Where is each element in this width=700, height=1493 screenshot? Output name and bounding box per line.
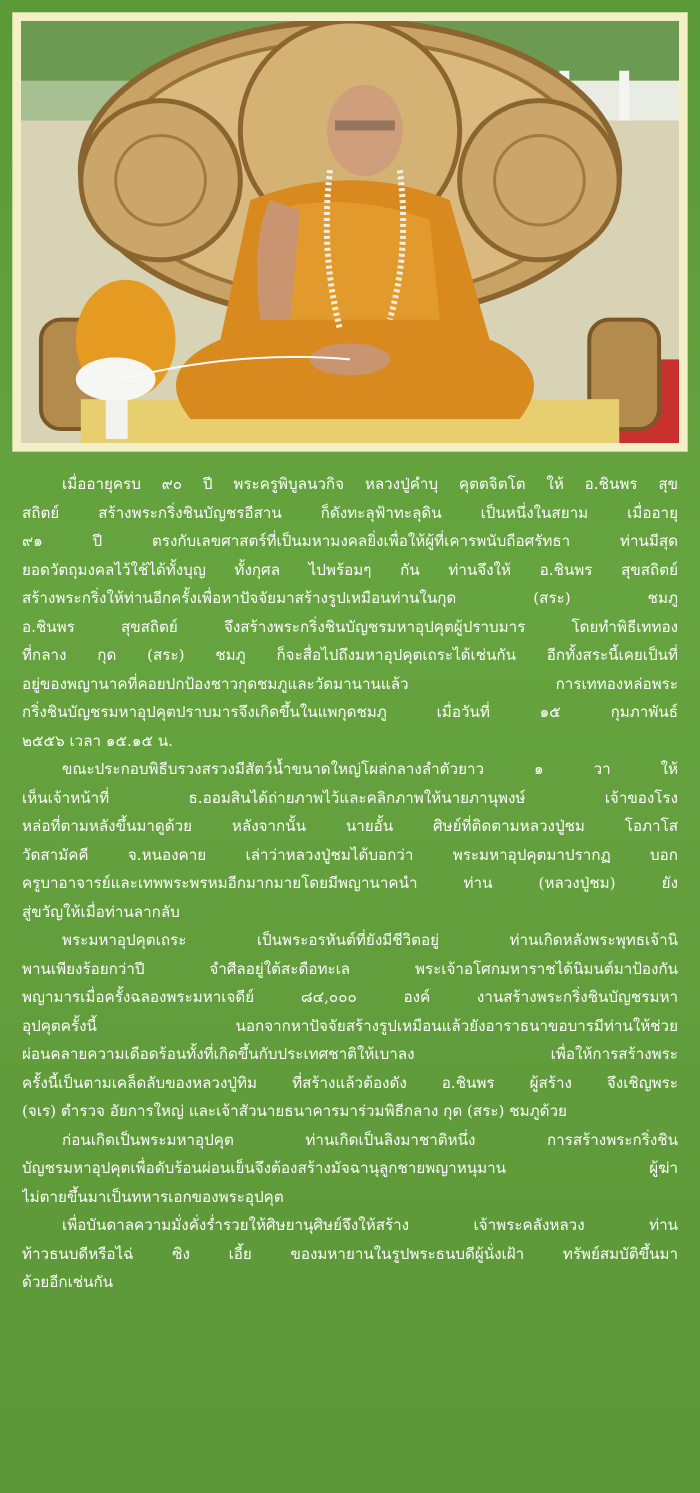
- text-line: ไม่ตายขึ้นมาเป็นทหารเอกของพระอุปคุต: [22, 1187, 284, 1206]
- text-line: บัญชรมหาอุปคุตเพื่อดับร้อนผ่อนเย็นจึงต้องสร้างมัจฉานุลูกชายพญาหนุมาน ผู้ฆ่า: [22, 1159, 678, 1177]
- text-line: พานเพียงร้อยกว่าปี จำศีลอยู่ใต้สะดือทะเล พระเจ้าอโศกมหาราชได้นิมนต์มาป้องกัน: [22, 959, 678, 978]
- text-line: เมื่ออายุครบ ๙๐ ปี พระครูพิบูลนวกิจ หลวงปู่คำบุ คุตตจิตโต ให้ อ.ชินพร สุข: [62, 475, 678, 493]
- monk-photo: [21, 21, 679, 443]
- text-line: อยู่ของพญานาคที่คอยปกป้องชาวกุดชมภูและวัดมานานแล้ว การเททองหล่อพระ: [22, 674, 678, 693]
- paragraph-2: [22, 755, 678, 926]
- text-line: ผ่อนคลายความเดือดร้อนทั้งที่เกิดขึ้นกับประเทศชาติให้เบาลง เพื่อให้การสร้างพระ: [22, 1045, 678, 1063]
- text-line: ที่กลาง กุด (สระ) ชมภู ก็จะสื่อไปถึงมหาอุปคุตเถระได้เช่นกัน อีกทั้งสระนี้เคยเป็นที่: [22, 646, 678, 664]
- text-line: สร้างพระกริ่งให้ท่านอีกครั้งเพื่อหาปัจจัยมาสร้างรูปเหมือนท่านในกุด (สระ) ชมภู: [22, 589, 678, 607]
- text-line: สู่ขวัญให้เมื่อท่านลากลับ: [22, 902, 180, 921]
- text-line: อุปคุตครั้งนี้ นอกจากหาปัจจัยสร้างรูปเหมือนแล้วยังอาราธนาขอบารมีท่านให้ช่วย: [22, 1016, 678, 1035]
- text-line: อ.ชินพร สุขสถิตย์ จึงสร้างพระกริ่งชินบัญชรมหาอุปคุตผู้ปราบมาร โดยทำพิธีเททอง: [22, 617, 678, 636]
- text-line: พญามารเมื่อครั้งฉลองพระมหาเจดีย์ ๘๔,๐๐๐ องค์ งานสร้างพระกริ่งชินบัญชรมหา: [22, 988, 678, 1006]
- text-line: สถิตย์ สร้างพระกริ่งชินบัญชรอีสาน ก็ดังทะลุฟ้าทะลุดิน เป็นหนึ่งในสยาม เมื่ออายุ: [22, 503, 678, 522]
- text-line: พระมหาอุปคุตเถระ เป็นพระอรหันต์ที่ยังมีชีวิตอยู่ ท่านเกิดหลังพระพุทธเจ้านิ: [62, 931, 678, 949]
- text-line: หล่อที่ตามหลังขึ้นมาดูด้วย หลังจากนั้น นายอั้น ศิษย์ที่ติดตามหลวงปู่ชม โอภาโส: [22, 817, 678, 835]
- article-body: [22, 470, 678, 1297]
- paragraph-5: [22, 1211, 678, 1297]
- monk-illustration: [21, 21, 679, 443]
- paragraph-4: [22, 1126, 678, 1212]
- text-line: ก่อนเกิดเป็นพระมหาอุปคุต ท่านเกิดเป็นลิงมาชาติหนึ่ง การสร้างพระกริ่งชิน: [62, 1130, 678, 1149]
- paragraph-3: [22, 926, 678, 1126]
- text-line: ครั้งนี้เป็นตามเคล็ดลับของหลวงปู่ทิม ที่สร้างแล้วต้องดัง อ.ชินพร ผู้สร้าง จึงเชิญพระ: [22, 1073, 678, 1092]
- photo-frame: [12, 12, 688, 452]
- text-line: เพื่อบันดาลความมั่งคั่งร่ำรวยให้ศิษยานุศิษย์จึงให้สร้าง เจ้าพระคลังหลวง ท่าน: [62, 1216, 678, 1234]
- text-line: ๙๑ ปี ตรงกับเลขศาสตร์ที่เป็นมหามงคลยิ่งเพื่อให้ผู้ที่เคารพนับถือศรัทธา ท่านมีสุด: [22, 532, 678, 550]
- paragraph-1: [22, 470, 678, 755]
- text-line: ขณะประกอบพิธีบรวงสรวงมีสัตว์น้ำขนาดใหญ่โผล่กลางลำตัวยาว ๑ วา ให้: [62, 760, 678, 778]
- text-line: กริ่งชินบัญชรมหาอุปคุตปราบมารจึงเกิดขึ้นในแพกุดชมภู เมื่อวันที่ ๑๕ กุมภาพันธ์: [22, 703, 678, 721]
- text-line: ยอดวัตถุมงคลไว้ใช้ได้ทั้งบุญ ทั้งกุศล ไปพร้อมๆ กัน ท่านจึงให้ อ.ชินพร สุขสถิตย์: [22, 560, 678, 579]
- text-line: ด้วยอีกเช่นกัน: [22, 1273, 114, 1291]
- text-line: ๒๕๕๖ เวลา ๑๕.๑๕ น.: [22, 731, 173, 750]
- text-line: ครูบาอาจารย์และเทพพระพรหมอีกมากมายโดยมีพญานาคนำ ท่าน (หลวงปู่ชม) ยัง: [22, 874, 678, 892]
- text-line: เห็นเจ้าหน้าที่ ธ.ออมสินได้ถ่ายภาพไว้และคลิกภาพให้นายภานุพงษ์ เจ้าของโรง: [22, 788, 678, 807]
- text-line: (จเร) ตำรวจ อัยการใหญ่ และเจ้าสัวนายธนาคารมาร่วมพิธีกลาง กุด (สระ) ชมภูด้วย: [22, 1102, 567, 1120]
- text-line: ท้าวธนบดีหรือไฉ่ ซิง เอี้ย ของมหายานในรูปพระธนบดีผู้นั่งเฝ้า ทรัพย์สมบัติขึ้นมา: [22, 1244, 678, 1263]
- text-line: วัดสามัคคี จ.หนองคาย เล่าว่าหลวงปู่ชมได้บอกว่า พระมหาอุปคุตมาปรากฏ บอก: [22, 845, 678, 864]
